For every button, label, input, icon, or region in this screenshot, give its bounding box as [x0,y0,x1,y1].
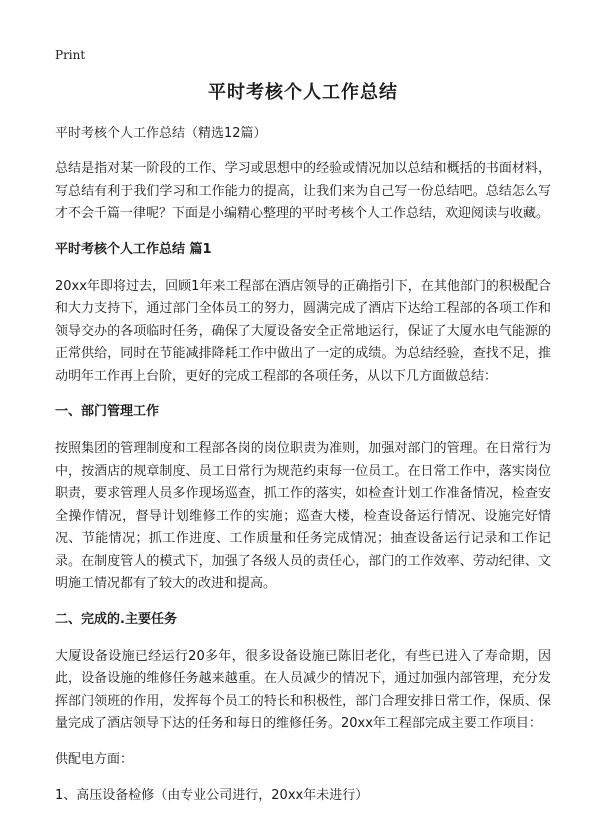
power-supply-label: 供配电方面： [55,751,134,767]
document-body [55,78,551,822]
heading-main-tasks: 二、完成的.主要任务 [55,611,177,627]
document-subtitle: 平时考核个人工作总结（精选12篇） [55,126,267,141]
section-title: 平时考核个人工作总结 篇1 [55,241,212,257]
list-item: 1、高压设备检修（由专业公司进行，20xx年未进行） [55,787,369,803]
main-tasks-paragraph: 大厦设备设施已经运行20多年，很多设备设施已陈旧老化，有些已进入了寿命期，因此，设备设施的维修任务越来越重。在人员减少的情况下，通过加强内部管理，充分发挥部门领班的作用，发挥每个员工的特长和积极性，部门合理安排日常工作，保质、保量完成了酒店领导下达的任务和每日的维修任务。20xx年工程部完成主要工作项目： [55,648,551,731]
document-title: 平时考核个人工作总结 [208,82,398,103]
management-paragraph: 按照集团的管理制度和工程部各岗的岗位职责为准则，加强对部门的管理。在日常行为中，按酒店的规章制度、员工日常行为规范约束每一位员工。在日常工作中，落实岗位职责，要求管理人员多作现场巡查，抓工作的落实，如检查计划工作准备情况，检查安全操作情况，督导计划维修工作的实施；巡查大楼，检查设备运行情况、设施完好情况、节能情况；抓工作进度、工作质量和任务完成情况；抽查设备运行记录和工作记录。在制度管人的模式下，加强了各级人员的责任心，部门的工作效率、劳动纪律、文明施工情况都有了较大的改进和提高。 [55,441,551,591]
intro-paragraph: 总结是指对某一阶段的工作、学习或思想中的经验或情况加以总结和概括的书面材料，写总结有利于我们学习和工作能力的提高，让我们来为自己写一份总结吧。总结怎么写才不会千篇一律呢？下面是小编精心整理的平时考核个人工作总结，欢迎阅读与收藏。 [55,161,551,221]
heading-management: 一、部门管理工作 [55,404,160,419]
section-intro-paragraph: 20xx年即将过去，回顾1年来工程部在酒店领导的正确指引下，在其他部门的积极配合和大力支持下，通过部门全体员工的努力，圆满完成了酒店下达给工程部的各项工作和领导交办的各项临时任务，确保了大厦设备安全正常地运行，保证了大厦水电气能源的正常供给，同时在节能减排降耗工作中做出了一定的成绩。为总结经验，查找不足，推动明年工作再上台阶，更好的完成工程部的各项任务，从以下几方面做总结： [55,278,551,384]
print-link[interactable]: Print [55,48,86,62]
